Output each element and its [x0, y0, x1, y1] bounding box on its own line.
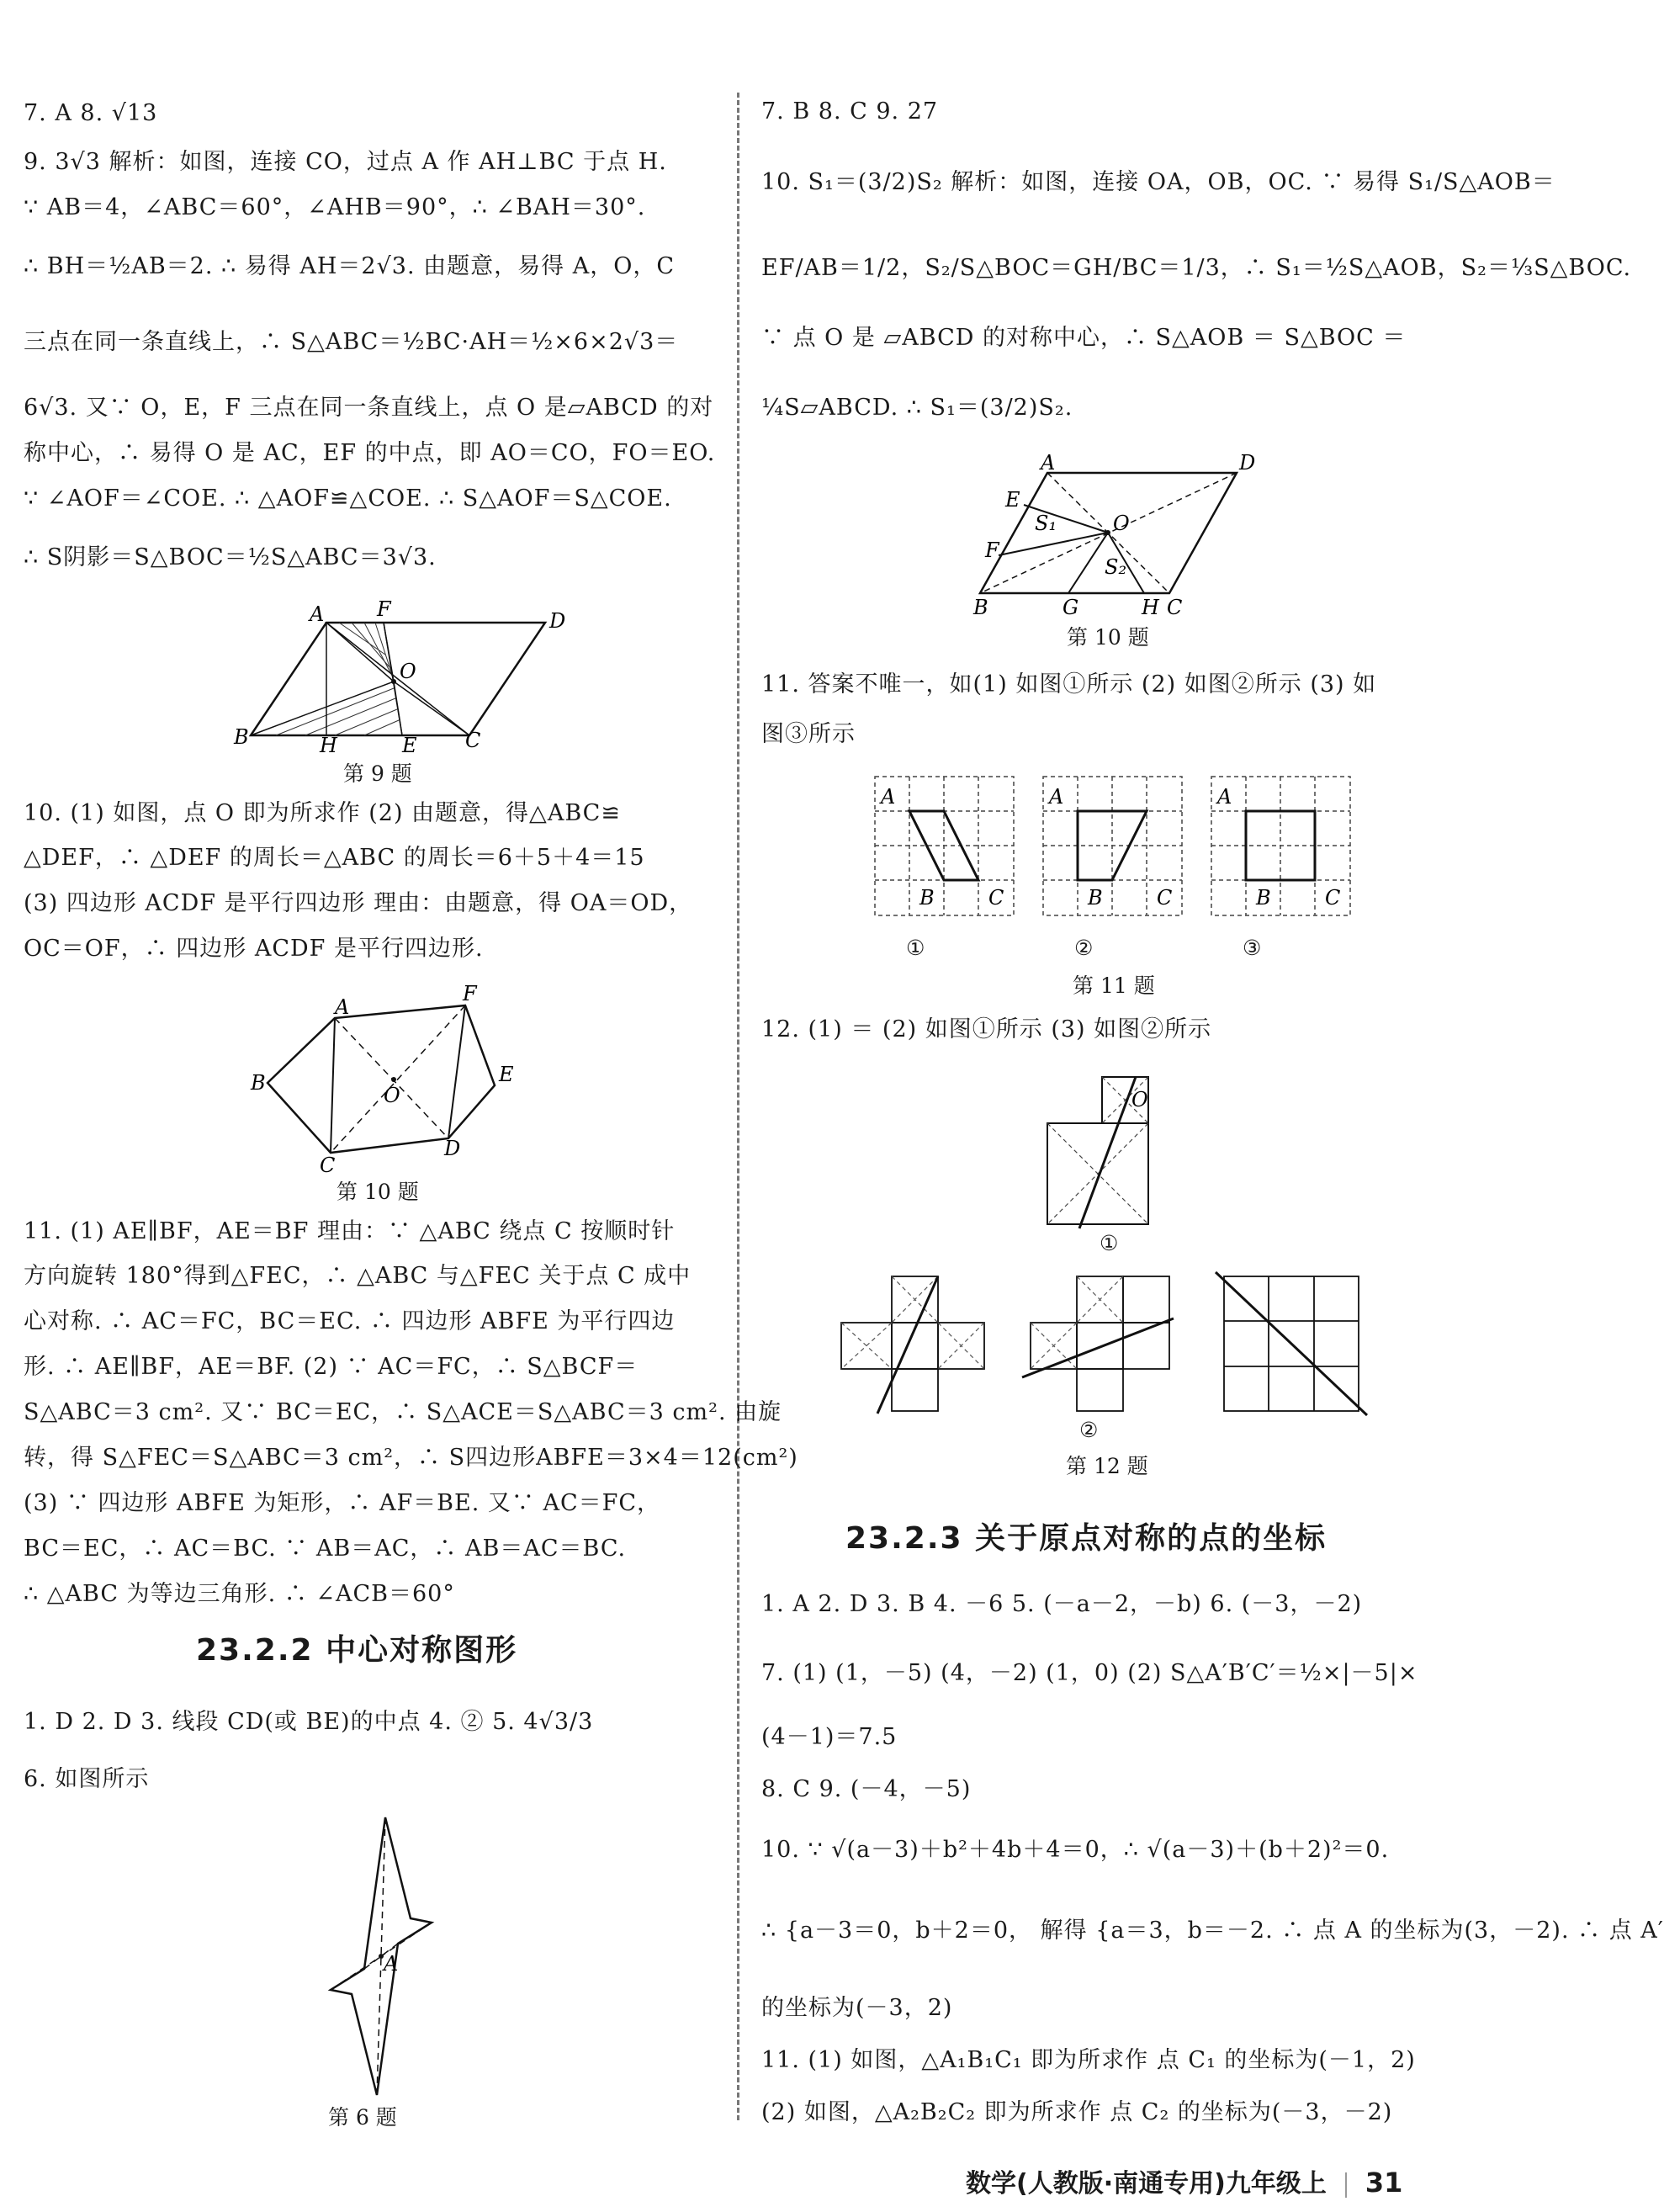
figure-mark: ①: [906, 936, 925, 960]
svg-text:F: F: [377, 597, 391, 621]
svg-text:C: C: [320, 1154, 336, 1177]
answer-line: ∴ BH＝½AB＝2. ∴ 易得 AH＝2√3. 由题意，易得 A，O，C: [24, 253, 675, 279]
svg-text:C: C: [465, 729, 481, 752]
svg-text:B: B: [234, 725, 249, 749]
svg-text:A: A: [1041, 451, 1056, 475]
figure-mark: ②: [1079, 1418, 1099, 1442]
figure-caption: 第 11 题: [1073, 973, 1155, 998]
svg-text:D: D: [549, 609, 566, 633]
section-heading: 23.2.2 中心对称图形: [196, 1633, 518, 1668]
svg-text:B: B: [1088, 886, 1103, 910]
answer-line: 7. (1) (1，－5) (4，－2) (1，0) (2) S△A′B′C′＝½×|－5|×: [761, 1660, 1418, 1686]
answer-line: ∴ △ABC 为等边三角形. ∴ ∠ACB＝60°: [24, 1581, 455, 1607]
svg-text:B: B: [251, 1071, 266, 1095]
svg-text:E: E: [402, 734, 417, 757]
answer-line: 11. (1) 如图，△A₁B₁C₁ 即为所求作 点 C₁ 的坐标为(－1，2): [761, 2047, 1416, 2073]
svg-text:B: B: [973, 596, 988, 619]
figure-12-part2: [837, 1272, 1375, 1415]
answer-line: (3) 四边形 ACDF 是平行四边形 理由：由题意，得 OA＝OD，: [24, 890, 693, 916]
answer-line: ∵ 点 O 是 ▱ABCD 的对称中心，∴ S△AOB ＝ S△BOC ＝: [761, 325, 1407, 351]
svg-text:F: F: [985, 538, 999, 562]
answer-line: EF/AB＝1/2，S₂/S△BOC＝GH/BC＝1/3，∴ S₁＝½S△AOB，S₂＝⅓S△BOC.: [761, 255, 1632, 281]
answer-line: 的坐标为(－3，2): [761, 1995, 953, 2021]
svg-text:C: C: [1157, 886, 1173, 910]
svg-text:A: A: [881, 785, 896, 809]
answer-line: 11. 答案不唯一，如(1) 如图①所示 (2) 如图②所示 (3) 如: [761, 671, 1377, 698]
svg-text:E: E: [1005, 488, 1020, 512]
answer-line: 方向旋转 180°得到△FEC，∴ △ABC 与△FEC 关于点 C 成中: [24, 1263, 692, 1289]
svg-text:A: A: [1217, 785, 1232, 809]
page-number: 31: [1365, 2167, 1403, 2199]
answer-line: ∵ AB＝4，∠ABC＝60°，∠AHB＝90°，∴ ∠BAH＝30°.: [24, 194, 646, 220]
answer-line: ∴ S阴影＝S△BOC＝½S△ABC＝3√3.: [24, 544, 437, 570]
figure-caption: 第 10 题: [337, 1180, 419, 1204]
answer-line: 7. B 8. C 9. 27: [761, 98, 939, 125]
figure-mark: ①: [1100, 1231, 1119, 1255]
svg-text:F: F: [463, 982, 477, 1005]
answer-line: 12. (1) ＝ (2) 如图①所示 (3) 如图②所示: [761, 1016, 1212, 1042]
answer-line: △DEF，∴ △DEF 的周长＝△ABC 的周长＝6＋5＋4＝15: [24, 845, 645, 871]
svg-text:S₂: S₂: [1105, 555, 1127, 579]
answer-line: ∵ ∠AOF＝∠COE. ∴ △AOF≌△COE. ∴ S△AOF＝S△COE.: [24, 485, 672, 512]
svg-text:A: A: [384, 1952, 399, 1976]
answer-line: 1. D 2. D 3. 线段 CD(或 BE)的中点 4. ② 5. 4√3/3: [24, 1709, 594, 1735]
answer-line: 转，得 S△FEC＝S△ABC＝3 cm²，∴ S四边形ABFE＝3×4＝12(cm²): [24, 1445, 798, 1471]
svg-text:D: D: [444, 1137, 461, 1160]
svg-text:A: A: [310, 602, 325, 626]
page-footer: [966, 2162, 1402, 2199]
svg-text:S₁: S₁: [1035, 512, 1057, 535]
svg-text:D: D: [1239, 451, 1256, 475]
svg-text:C: C: [988, 886, 1004, 910]
answer-line: 形. ∴ AE∥BF，AE＝BF. (2) ∵ AC＝FC，∴ S△BCF＝: [24, 1354, 639, 1380]
svg-text:B: B: [919, 886, 935, 910]
svg-text:C: C: [1167, 596, 1183, 619]
answer-line: 9. 3√3 解析：如图，连接 CO，过点 A 作 AH⊥BC 于点 H.: [24, 149, 667, 175]
answer-line: S△ABC＝3 cm². 又∵ BC＝EC，∴ S△ACE＝S△ABC＝3 cm². 由旋: [24, 1399, 782, 1425]
svg-text:O: O: [1113, 512, 1130, 535]
answer-line: 三点在同一条直线上，∴ S△ABC＝½BC·AH＝½×6×2√3＝: [24, 329, 679, 355]
answer-line: 心对称. ∴ AC＝FC，BC＝EC. ∴ 四边形 ABFE 为平行四边: [24, 1308, 676, 1334]
figure-caption: 第 9 题: [343, 761, 412, 786]
answer-line: (2) 如图，△A₂B₂C₂ 即为所求作 点 C₂ 的坐标为(－3，－2): [761, 2099, 1393, 2125]
answer-line: 6√3. 又∵ O，E，F 三点在同一条直线上，点 O 是▱ABCD 的对: [24, 395, 714, 421]
figure-caption: 第 10 题: [1067, 625, 1149, 650]
answer-line: ∴ {a－3＝0，b＋2＝0， 解得 {a＝3，b＝－2. ∴ 点 A 的坐标为(3，－2). ∴ 点 A′: [761, 1918, 1664, 1944]
footer-separator: [1345, 2172, 1347, 2198]
answer-line: ¼S▱ABCD. ∴ S₁＝(3/2)S₂.: [761, 395, 1073, 421]
svg-text:O: O: [1131, 1088, 1148, 1111]
svg-text:B: B: [1256, 886, 1271, 910]
figure-10-parallelogram: [973, 451, 1258, 623]
answer-line: 10. ∵ √(a－3)＋b²＋4b＋4＝0，∴ √(a－3)＋(b＋2)²＝0.: [761, 1837, 1390, 1863]
figure-11-grids: [871, 770, 1384, 938]
answer-line: (4－1)＝7.5: [761, 1724, 898, 1750]
figure-caption: 第 6 题: [328, 2105, 397, 2130]
answer-line: OC＝OF，∴ 四边形 ACDF 是平行四边形.: [24, 936, 484, 962]
svg-text:C: C: [1325, 886, 1341, 910]
answer-line: 10. S₁＝(3/2)S₂ 解析：如图，连接 OA，OB，OC. ∵ 易得 S₁/S△AOB＝: [761, 169, 1555, 195]
svg-text:H: H: [320, 734, 337, 757]
answer-line: 6. 如图所示: [24, 1766, 150, 1792]
figure-9-parallelogram: [225, 597, 566, 757]
section-heading: 23.2.3 关于原点对称的点的坐标: [845, 1521, 1327, 1556]
column-divider: [737, 93, 741, 2120]
svg-text:H: H: [1142, 596, 1159, 619]
answer-line: 图③所示: [761, 721, 856, 747]
svg-text:A: A: [335, 995, 350, 1019]
figure-6-symmetric-shape: [284, 1809, 478, 2099]
answer-line: 8. C 9. (－4，－5): [761, 1776, 972, 1802]
book-label: 数学(人教版·南通专用)九年级上: [966, 2169, 1327, 2199]
answer-line: 10. (1) 如图，点 O 即为所求作 (2) 由题意，得△ABC≌: [24, 800, 621, 826]
answer-line: BC＝EC，∴ AC＝BC. ∵ AB＝AC，∴ AB＝AC＝BC.: [24, 1536, 627, 1562]
svg-text:A: A: [1049, 785, 1064, 809]
answer-line: 1. A 2. D 3. B 4. －6 5. (－a－2，－b) 6. (－3，－2): [761, 1591, 1363, 1617]
svg-text:O: O: [400, 660, 416, 683]
answer-line: 11. (1) AE∥BF，AE＝BF 理由：∵ △ABC 绕点 C 按顺时针: [24, 1218, 676, 1244]
answer-line: 称中心，∴ 易得 O 是 AC，EF 的中点，即 AO＝CO，FO＝EO.: [24, 440, 716, 466]
figure-mark: ②: [1074, 936, 1094, 960]
figure-caption: 第 12 题: [1066, 1454, 1148, 1478]
figure-12-part1: [1047, 1073, 1174, 1233]
svg-text:O: O: [384, 1084, 400, 1107]
svg-text:E: E: [499, 1063, 514, 1086]
figure-10-hexagon: [225, 980, 562, 1177]
answer-line: (3) ∵ 四边形 ABFE 为矩形，∴ AF＝BE. 又∵ AC＝FC，: [24, 1490, 661, 1516]
figure-mark: ③: [1243, 936, 1262, 960]
svg-text:G: G: [1063, 596, 1079, 619]
answer-line: 7. A 8. √13: [24, 100, 158, 126]
